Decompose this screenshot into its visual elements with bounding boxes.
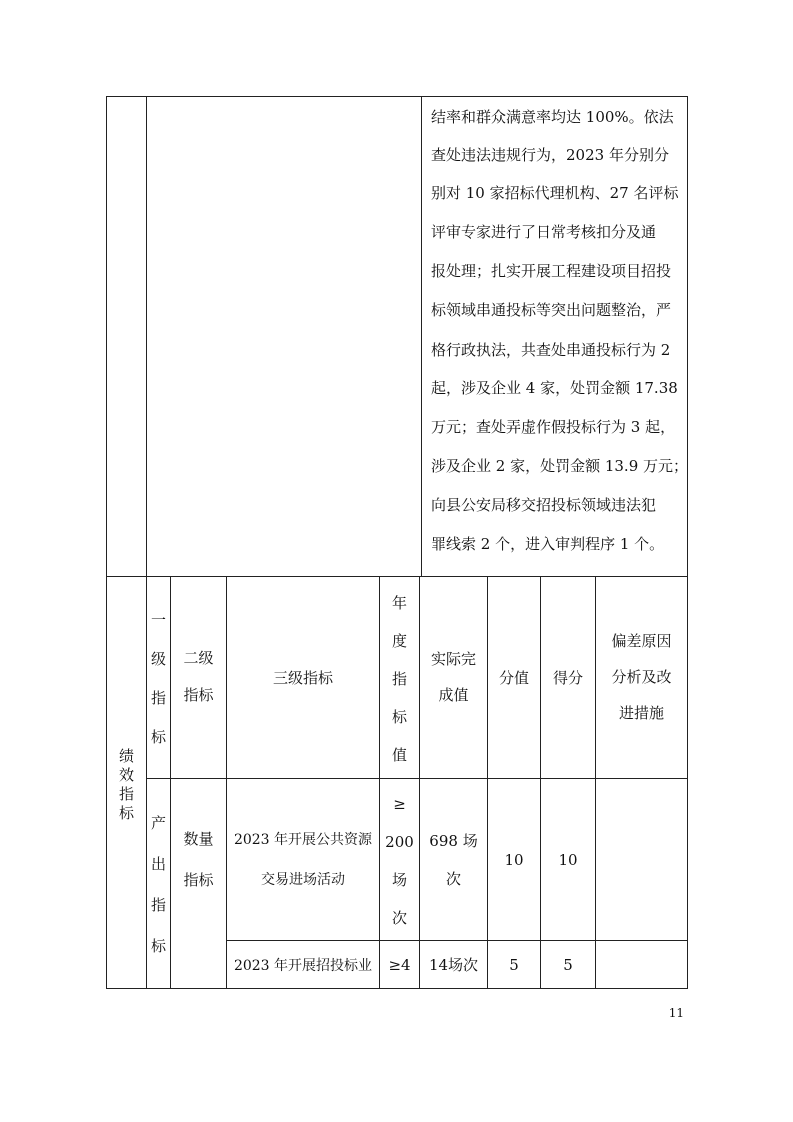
narrative-line: 涉及企业 2 家，处罚金额 13.9 万元； [431, 457, 689, 475]
table-bottom-border [106, 988, 688, 989]
narrative-line: 结率和群众满意率均达 100%。依法 [431, 108, 674, 126]
header-level3-indicator: 三级指标 [272, 668, 333, 687]
table-row-target: ≥4 [388, 955, 411, 974]
narrative-line: 查处违法违规行为，2023 年分别分 [431, 146, 669, 164]
quantity-indicator-label: 数量 指标 [183, 829, 214, 889]
output-indicator-label: 产 出 指 标 [150, 814, 166, 955]
table-row-indicator: 2023 年开展招投标业 [233, 957, 373, 974]
table-row-deviation [596, 779, 687, 940]
narrative-line: 报处理；扎实开展工程建设项目招投 [431, 262, 672, 280]
header-annual-target: 年 度 指 标 值 [391, 593, 407, 764]
narrative-line: 标领域串通投标等突出问题整治，严 [431, 301, 672, 319]
table-row-indicator: 2023 年开展公共资源 交易进场活动 [233, 831, 373, 888]
table-row-target: ≥ 200 场 次 [385, 795, 414, 927]
table-row-score-got: 5 [563, 955, 573, 974]
col-divider [421, 96, 422, 577]
table-row-score-got: 10 [558, 850, 578, 869]
narrative-line: 格行政执法，共查处串通投标行为 2 [431, 341, 671, 359]
table-row-score-value: 10 [504, 850, 524, 869]
page-number: 11 [668, 1006, 684, 1020]
table-row-deviation [596, 941, 687, 988]
table-right-border [687, 96, 688, 989]
narrative-line: 向县公安局移交招投标领域违法犯 [431, 496, 657, 514]
table-row-actual: 698 场 次 [429, 831, 478, 888]
narrative-line: 别对 10 家招标代理机构、27 名评标 [431, 184, 679, 202]
header-score-value: 分值 [498, 668, 529, 687]
header-actual-value: 实际完 成值 [430, 650, 476, 704]
narrative-line: 万元；查处弄虚作假投标行为 3 起， [431, 418, 676, 436]
narrative-line: 评审专家进行了日常考核扣分及通 [431, 223, 657, 241]
narrative-line: 起，涉及企业 4 家，处罚金额 17.38 [431, 379, 678, 397]
table-left-border [106, 96, 107, 989]
header-score-got: 得分 [552, 668, 583, 687]
table-top-border [106, 96, 688, 97]
header-level2-indicator: 二级 指标 [183, 649, 214, 704]
table-row-score-value: 5 [509, 955, 519, 974]
narrative-line: 罪线索 2 个，进入审判程序 1 个。 [431, 535, 665, 553]
performance-indicator-label: 绩 效 指 标 [118, 747, 134, 822]
table-row-actual: 14场次 [428, 956, 479, 974]
header-level1-indicator: 一 级 指 标 [150, 611, 166, 746]
header-deviation-analysis: 偏差原因 分析及改 进措施 [611, 632, 672, 722]
